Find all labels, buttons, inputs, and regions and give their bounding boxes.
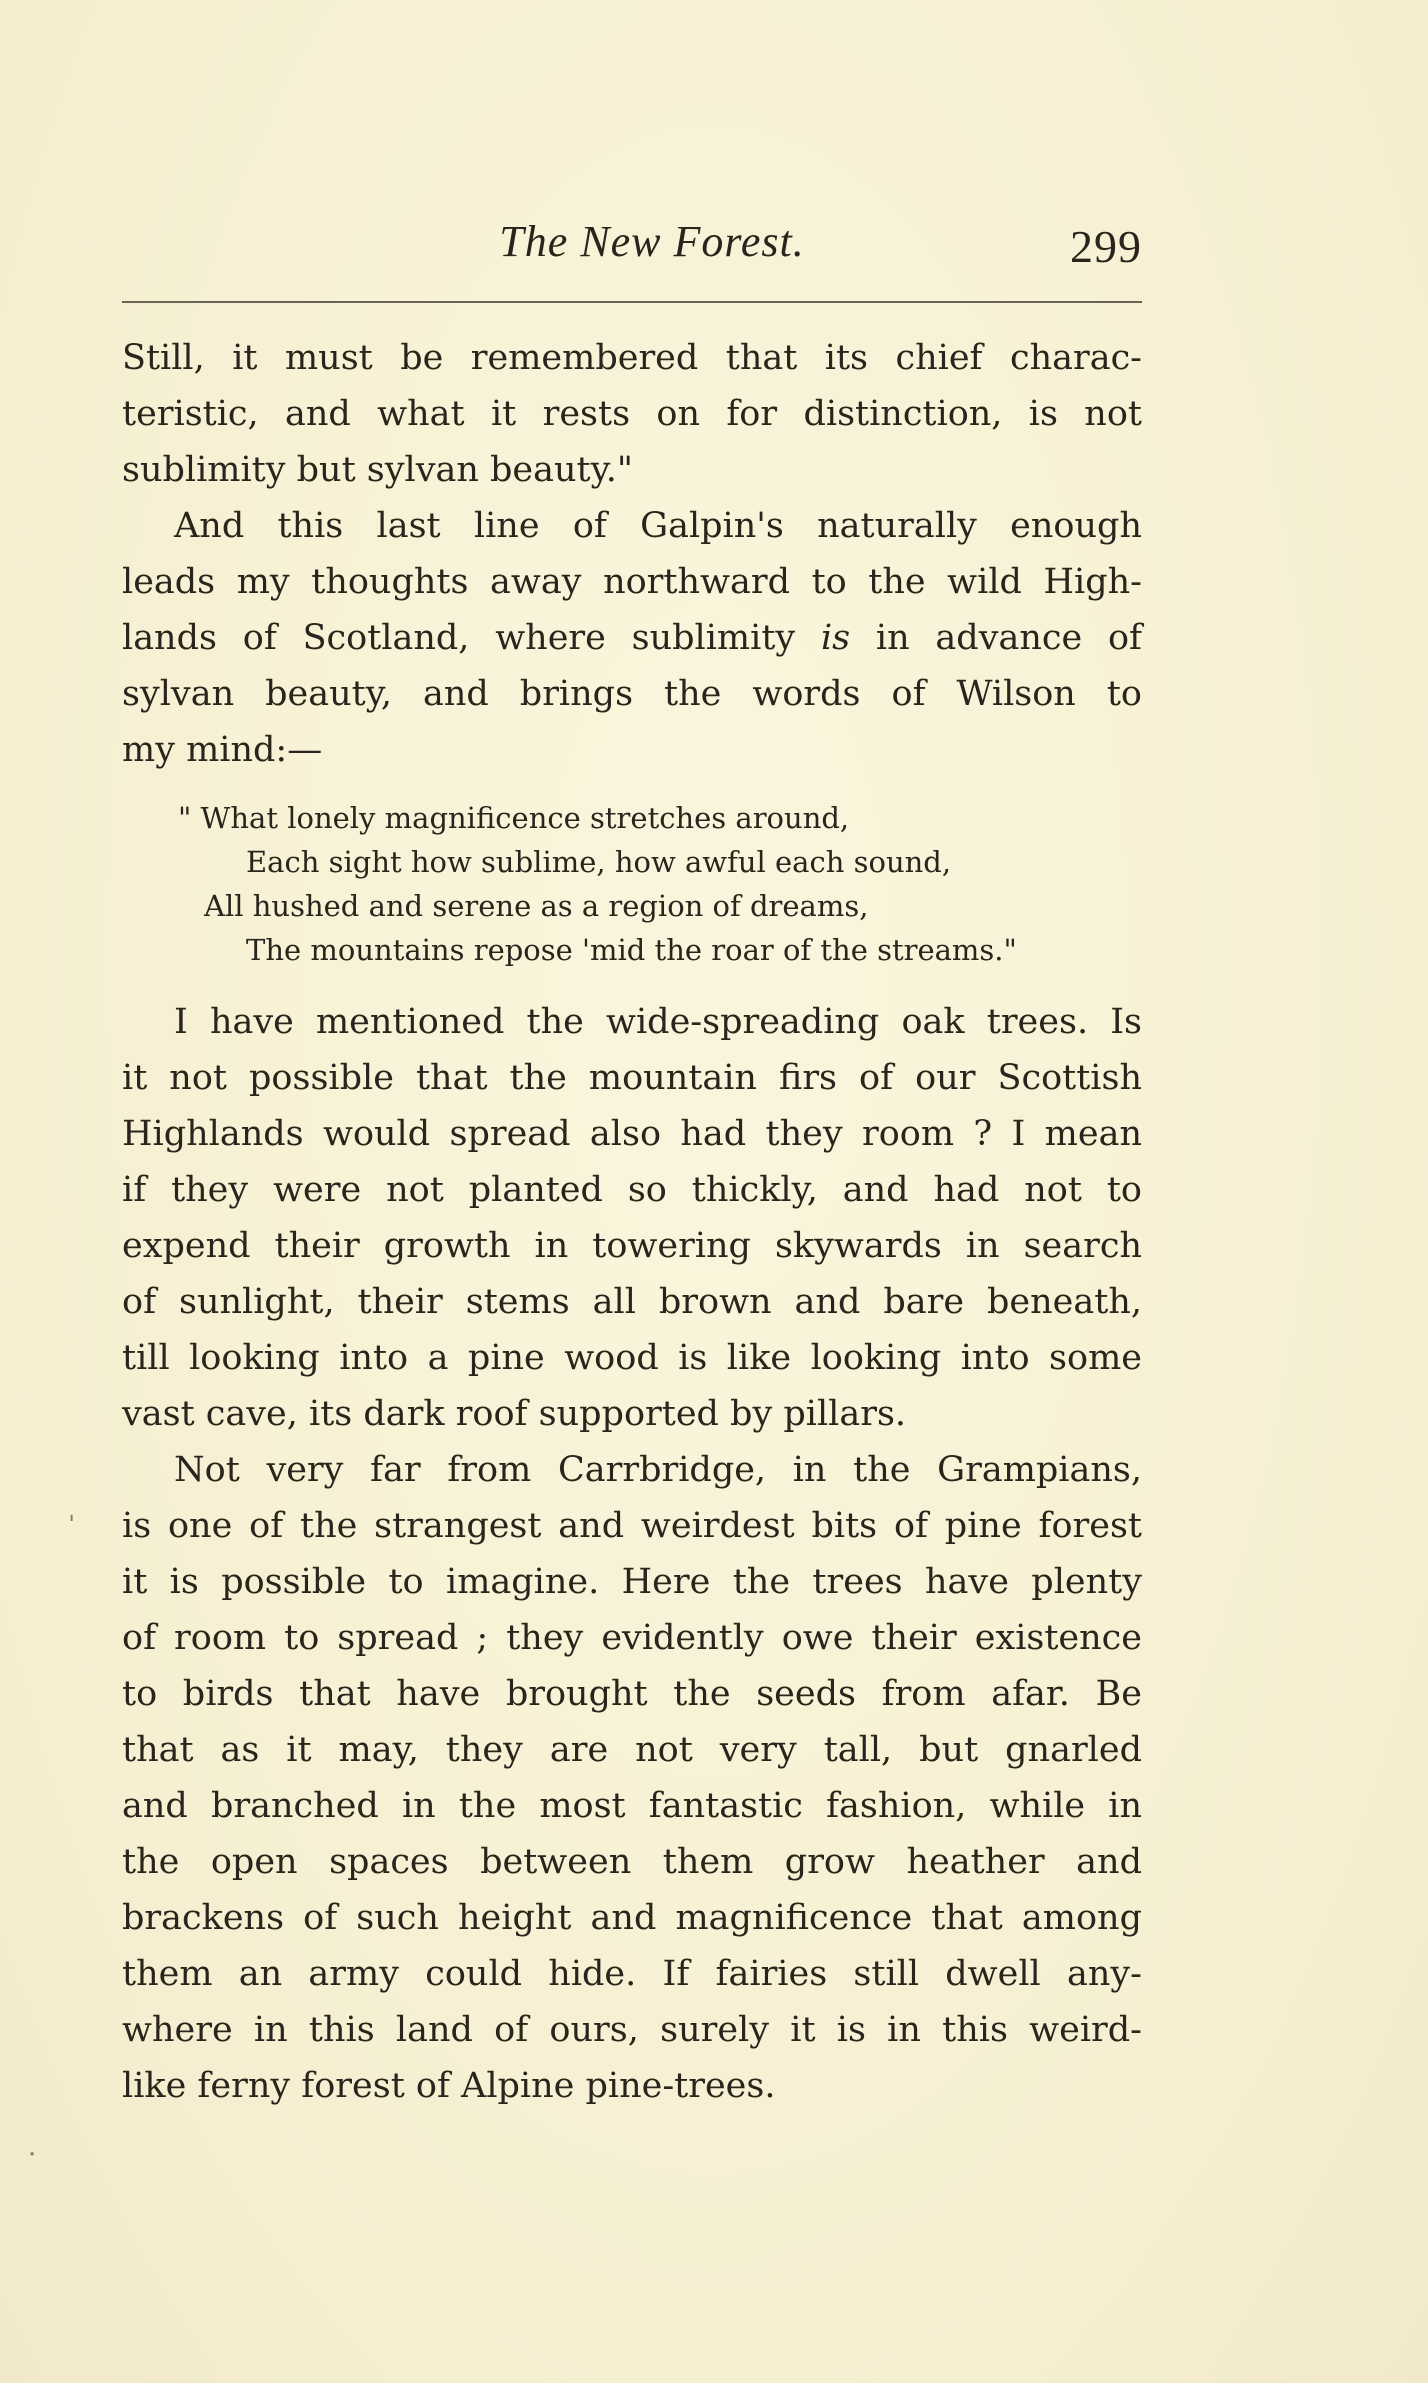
text-line: my mind:— [122, 730, 323, 770]
paper-speck: · [28, 2140, 37, 2170]
text-run: in advance of [850, 618, 1142, 658]
verse-line: The mountains repose 'mid the roar of the streams." [246, 933, 1017, 967]
running-head-title: The New Forest. [499, 217, 805, 266]
text-line-with-emphasis [122, 610, 1142, 666]
text-line: if they were not planted so thickly, and had not to [122, 1170, 1142, 1210]
text-line: them an army could hide. If fairies still dwell any- [122, 1954, 1142, 1994]
text-line: teristic, and what it rests on for distinction, is not [122, 394, 1142, 434]
text-line: vast cave, its dark roof supported by pillars. [122, 1394, 907, 1434]
verse-line: " What lonely magnificence stretches around, [178, 801, 850, 835]
paragraph-4 [122, 1442, 1142, 2114]
text-line: it is possible to imagine. Here the trees have plenty [122, 1562, 1142, 1602]
paragraph-1 [122, 330, 1142, 498]
body-text [122, 330, 1142, 2114]
verse-quotation [122, 796, 1142, 972]
text-line: expend their growth in towering skywards in search [122, 1226, 1142, 1266]
text-line: like ferny forest of Alpine pine-trees. [122, 2066, 776, 2106]
text-line: where in this land of ours, surely it is in this weird- [122, 2010, 1142, 2050]
text-line: of sunlight, their stems all brown and bare beneath, [122, 1282, 1142, 1322]
paper-speck: ˌ [68, 1495, 76, 1525]
verse-line: Each sight how sublime, how awful each sound, [246, 845, 952, 879]
text-line: to birds that have brought the seeds from afar. Be [122, 1674, 1142, 1714]
header-rule [122, 301, 1142, 303]
text-line: is one of the strangest and weirdest bits of pine forest [122, 1506, 1142, 1546]
text-line: Still, it must be remembered that its chief charac- [122, 338, 1142, 378]
text-line: And this last line of Galpin's naturally enough [174, 506, 1142, 546]
text-line: of room to spread ; they evidently owe their existence [122, 1618, 1142, 1658]
text-line: the open spaces between them grow heather and [122, 1842, 1142, 1882]
paragraph-3 [122, 994, 1142, 1442]
verse-line: All hushed and serene as a region of dreams, [204, 889, 869, 923]
text-line: I have mentioned the wide-spreading oak trees. Is [174, 1002, 1142, 1042]
text-line: Highlands would spread also had they room ? I mean [122, 1114, 1142, 1154]
page-number: 299 [1070, 221, 1142, 272]
text-line: it not possible that the mountain firs of our Scottish [122, 1058, 1142, 1098]
text-line: till looking into a pine wood is like looking into some [122, 1338, 1142, 1378]
text-run: lands of Scotland, where sublimity [122, 618, 821, 658]
text-line: sublimity but sylvan beauty." [122, 450, 633, 490]
running-head [122, 216, 1142, 286]
text-line: brackens of such height and magnificence that among [122, 1898, 1142, 1938]
text-line: sylvan beauty, and brings the words of Wilson to [122, 674, 1142, 714]
text-line: that as it may, they are not very tall, but gnarled [122, 1730, 1142, 1770]
emphasis-word: is [820, 618, 851, 658]
text-line: Not very far from Carrbridge, in the Grampians, [174, 1450, 1142, 1490]
paragraph-2 [122, 498, 1142, 778]
text-line: leads my thoughts away northward to the wild High- [122, 562, 1142, 602]
text-line: and branched in the most fantastic fashion, while in [122, 1786, 1142, 1826]
